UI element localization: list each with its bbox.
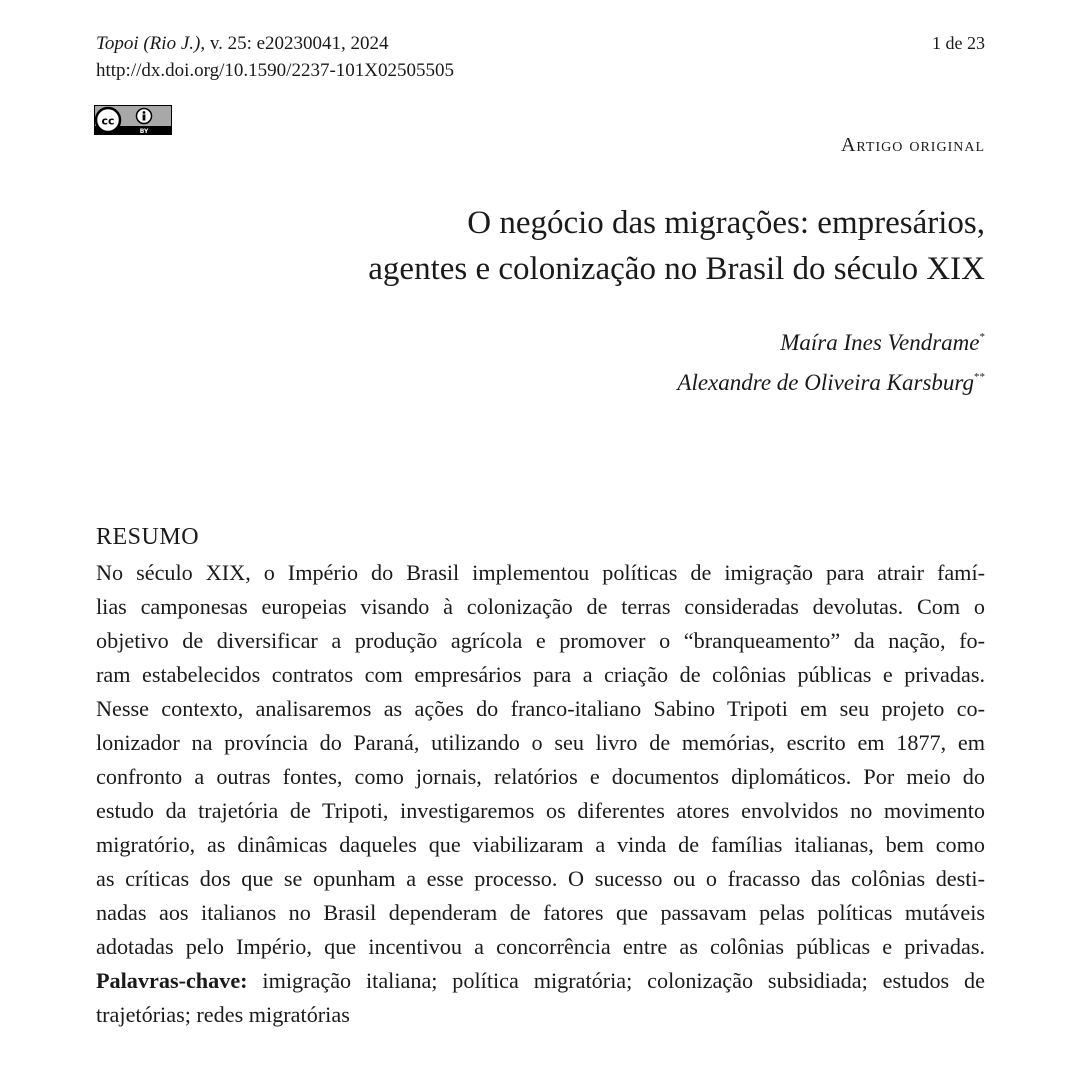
paper-page: [96, 30, 985, 1027]
abstract-line: objetivo de diversificar a produção agrícola e promover o “branqueamento” da nação, fo-: [96, 628, 985, 653]
cc-by-icon: [94, 105, 172, 135]
doi-link[interactable]: http://dx.doi.org/10.1590/2237-101X02505505: [96, 60, 455, 81]
title-line-1: O negócio das migrações: empresários,: [467, 205, 985, 241]
cc-text: cc: [101, 114, 115, 128]
title-line-2: agentes e colonização no Brasil do século XIX: [368, 251, 985, 287]
abstract-line: confronto a outras fontes, como jornais, relatórios e documentos diplomáticos. Por meio do: [96, 764, 985, 789]
abstract-line: ram estabelecidos contratos com empresários para a criação de colônias públicas e privadas.: [96, 662, 985, 687]
keywords-label: Palavras-chave:: [96, 968, 248, 993]
page-number: 1 de 23: [932, 33, 985, 53]
abstract-line: Nesse contexto, analisaremos as ações do franco-italiano Sabino Tripoti em seu projeto co-: [96, 696, 985, 721]
abstract-heading: RESUMO: [96, 524, 200, 550]
keywords-line: trajetórias; redes migratórias: [96, 1002, 350, 1027]
author-name: Alexandre de Oliveira Karsburg: [677, 370, 974, 395]
abstract-line: adotadas pelo Império, que incentivou a concorrência entre as colônias públicas e privadas.: [96, 934, 985, 959]
running-header: [96, 30, 985, 57]
journal-name: Topoi (Rio J.): [96, 33, 201, 54]
journal-citation: [96, 30, 389, 57]
journal-volume: , v. 25: e20230041, 2024: [200, 33, 389, 54]
article-type: Artigo original: [840, 134, 985, 156]
abstract-line: lonizador na província do Paraná, utilizando o seu livro de memórias, escrito em 1877, em: [96, 730, 985, 755]
abstract-line: as críticas dos que se opunham a esse processo. O sucesso ou o fracasso das colônias desti-: [96, 866, 985, 891]
keywords-text: imigração italiana; política migratória; colonização subsidiada; estudos de: [247, 968, 985, 993]
author-name: Maíra Ines Vendrame: [780, 330, 980, 355]
author-2: [677, 360, 985, 400]
abstract-line: migratório, as dinâmicas daqueles que viabilizaram a vinda de famílias italianas, bem como: [96, 832, 985, 857]
abstract-line: estudo da trajetória de Tripoti, investigaremos os diferentes atores envolvidos no movimento: [96, 798, 985, 823]
author-1: [677, 320, 985, 360]
abstract-body: [96, 556, 985, 1032]
by-text: BY: [139, 128, 149, 135]
author-footnote-mark[interactable]: *: [979, 331, 985, 343]
abstract-line: nadas aos italianos no Brasil dependeram de fatores que passavam pelas políticas mutáveis: [96, 900, 985, 925]
author-list: [677, 320, 985, 400]
abstract-line: No século XIX, o Império do Brasil implementou políticas de imigração para atrair famí-: [96, 560, 985, 585]
author-footnote-mark[interactable]: **: [974, 371, 985, 383]
keywords-line: [96, 964, 985, 998]
abstract-line: lias camponesas europeias visando à colonização de terras consideradas devolutas. Com o: [96, 594, 985, 619]
article-title: [285, 200, 985, 292]
